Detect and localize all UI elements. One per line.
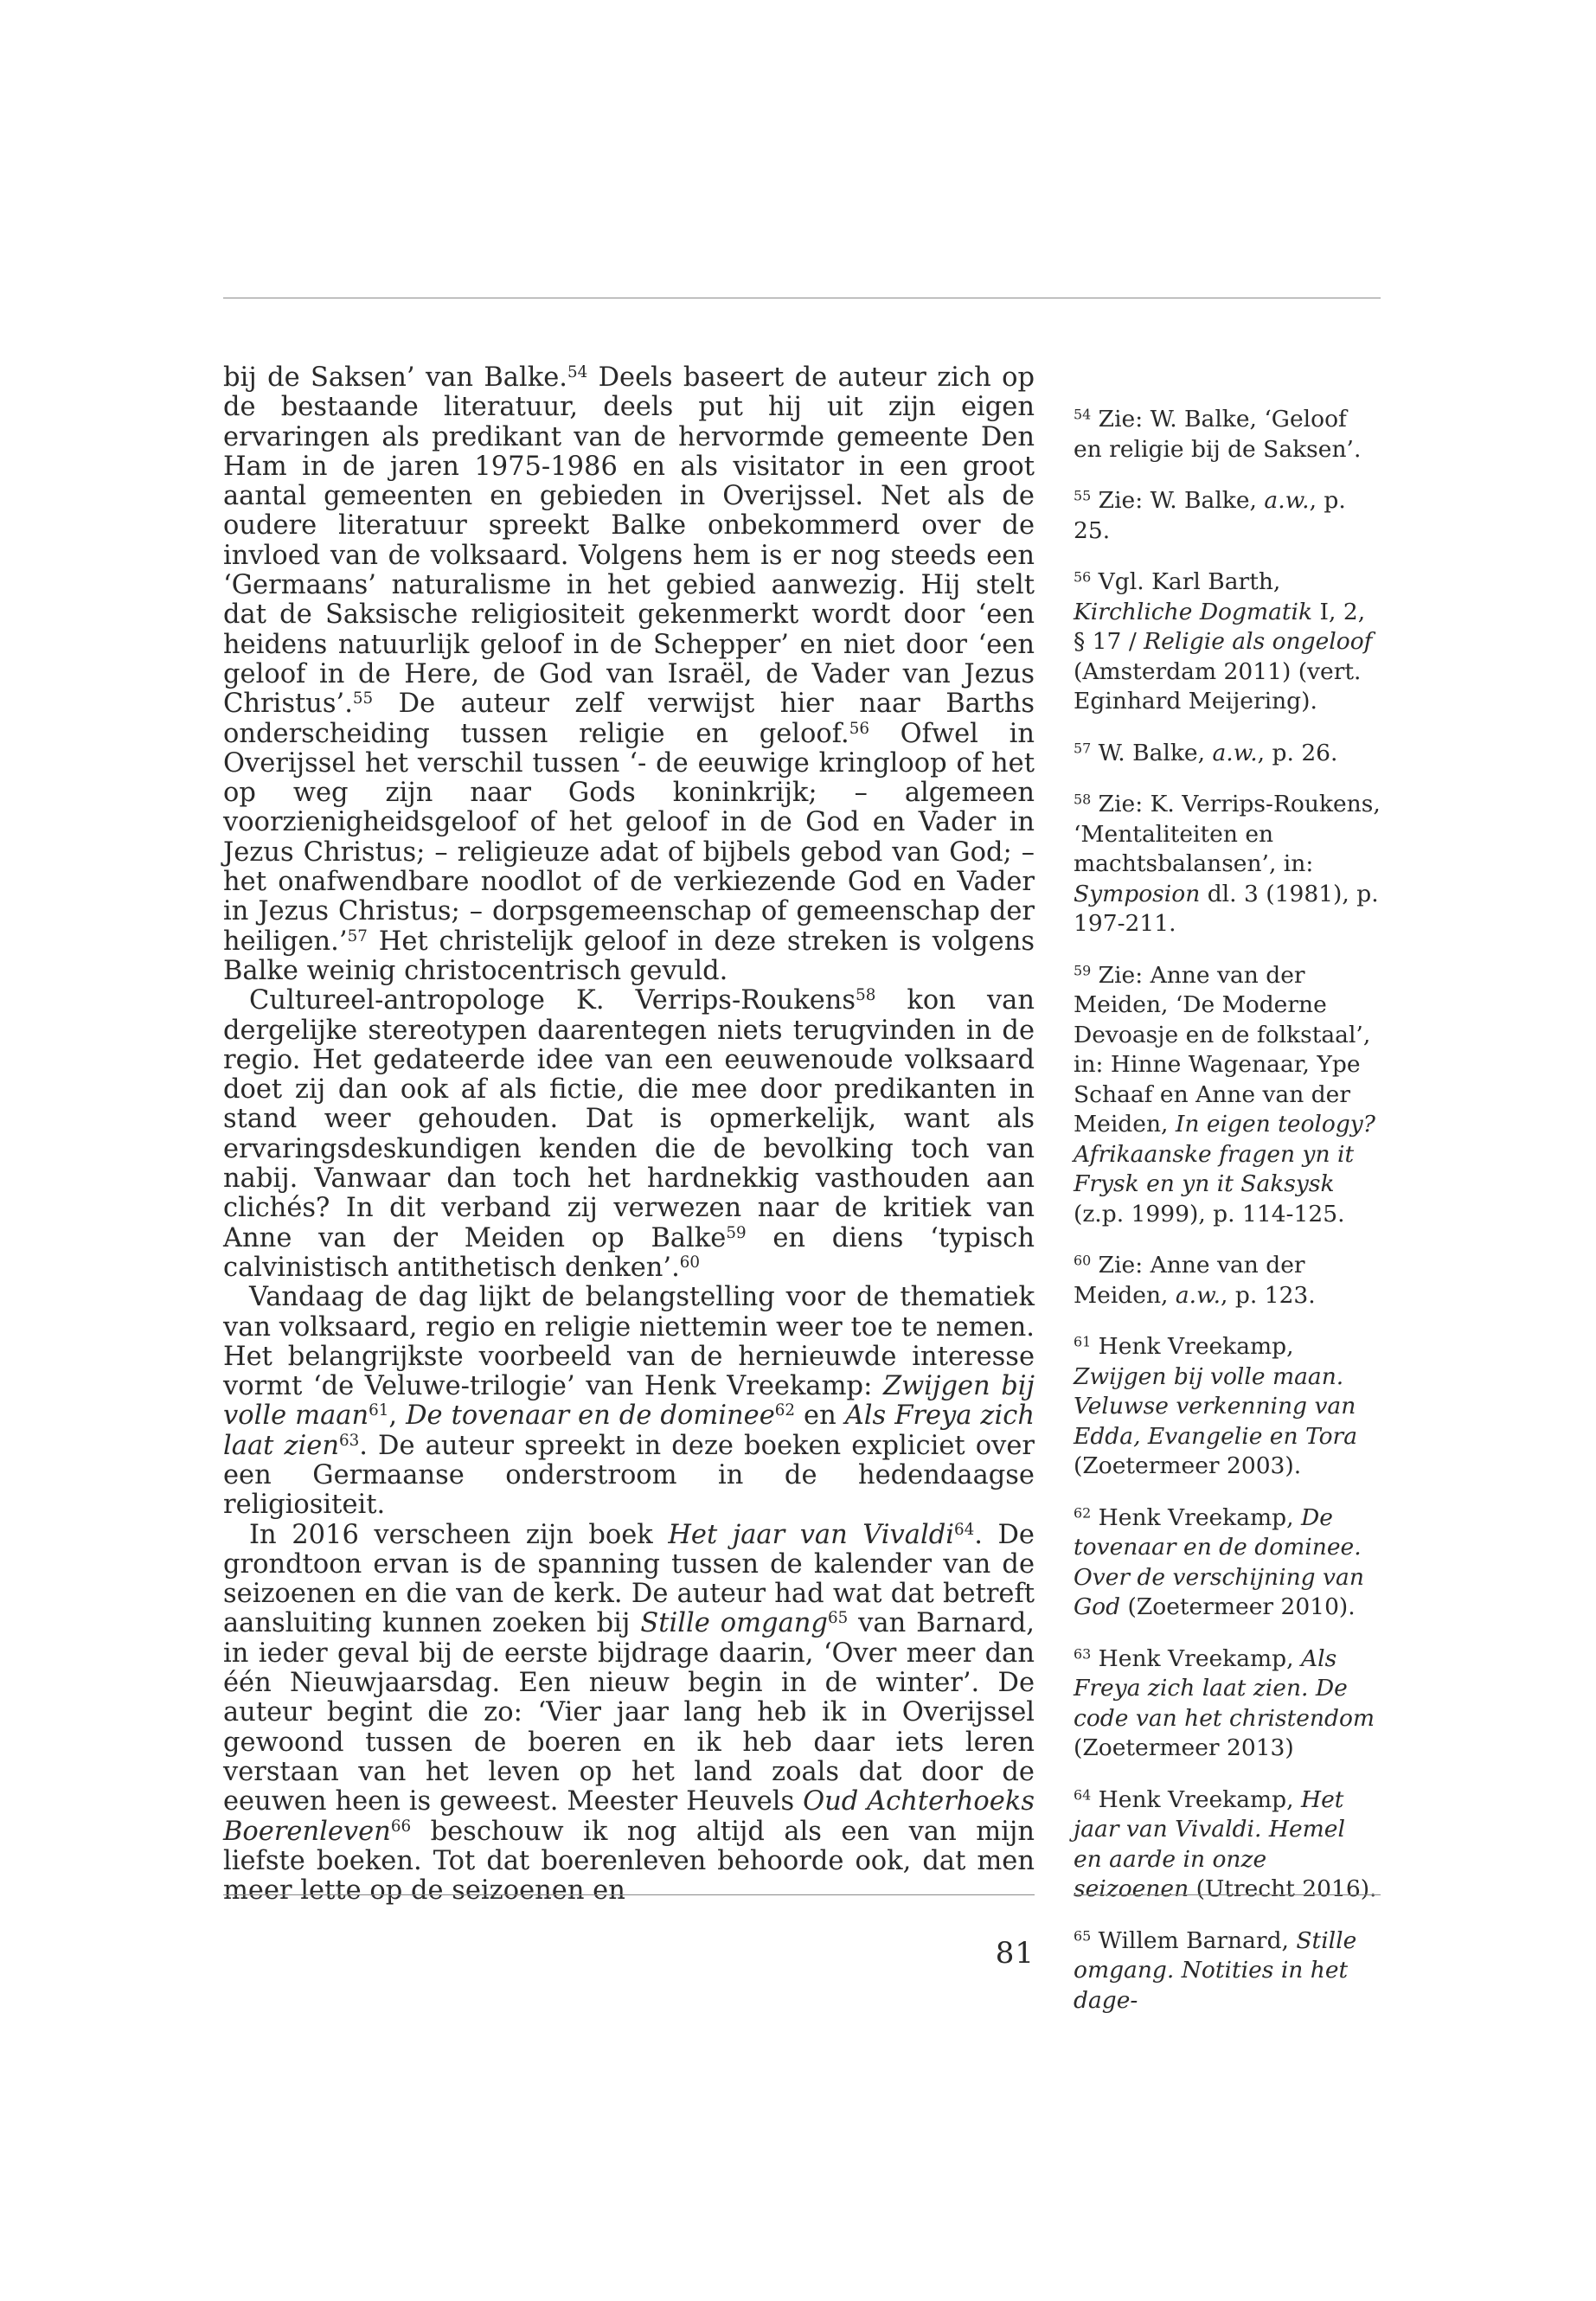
footnote-italic: Religie als ongeloof [1144, 628, 1373, 655]
notes-bottom-rule [1074, 1894, 1381, 1895]
main-text-column [223, 363, 1035, 1906]
paragraph-3 [223, 1283, 1035, 1520]
text-run: Vandaag de dag lijkt de belangstelling voor de thematiek van volksaard, regio en religie niettemin weer toe te nemen. Het belangrijkste voorbeeld van de hernieuwde interesse vormt ‘de Veluwe-trilogie’ van Henk Vreekamp: [223, 1282, 1035, 1402]
footnote-text: Zie: Anne van der Meiden, [1074, 1252, 1305, 1309]
book-title: De tovenaar en de dominee [406, 1400, 775, 1432]
page-number: 81 [995, 1936, 1035, 1971]
footnote-65 [1074, 1926, 1381, 2016]
footnote-ref-58[interactable]: 58 [856, 986, 876, 1005]
paragraph-4 [223, 1521, 1035, 1907]
footnote-ref-61[interactable]: 61 [369, 1401, 389, 1420]
footnote-text: (Utrecht 2016). [1189, 1875, 1377, 1902]
footnote-number: 54 [1074, 406, 1092, 423]
footnote-number: 63 [1074, 1644, 1092, 1662]
text-run: kon van dergelijke stereotypen daarentegen niets terugvinden in de regio. Het gedateerde idee van een eeuwenoude volksaard doet zij dan ook af als fictie, die mee door predikanten in stand weer gehouden. Dat is opmerkelijk, want als ervaringsdeskundigen kenden die de bevolking toch van nabij. Vanwaar dan toch het hardnekkig vasthouden aan clichés? In dit verband zij verwezen naar de kritiek van Anne van der Meiden op Balke [223, 985, 1035, 1253]
footnote-61 [1074, 1332, 1381, 1482]
footnote-ref-55[interactable]: 55 [352, 689, 374, 708]
footnote-ref-56[interactable]: 56 [849, 719, 869, 738]
text-run: Cultureel-antropologe K. Verrips-Roukens [249, 985, 856, 1016]
footnote-55 [1074, 486, 1381, 546]
footnote-text: Henk Vreekamp, [1098, 1785, 1301, 1813]
footnote-ref-62[interactable]: 62 [774, 1401, 796, 1420]
footnote-ref-54[interactable]: 54 [567, 362, 588, 381]
text-run: bij de Saksen’ van Balke. [223, 362, 567, 393]
footnote-number: 57 [1074, 739, 1092, 756]
footnote-text: W. Balke, [1098, 739, 1213, 766]
footnote-62 [1074, 1503, 1381, 1623]
text-run: . De auteur spreekt in deze boeken expliciet over een Germaanse onderstroom in de hedendaagse religiositeit. [223, 1430, 1035, 1521]
text-run: en diens ‘typisch calvinistisch antithetisch denken’. [223, 1222, 1035, 1283]
text-run: Deels baseert de auteur zich op de bestaande literatuur, deels put hij uit zijn eigen ervaringen als predikant van de hervormde gemeente Den Ham in de jaren 1975-1986 en als visitator in een groot aantal gemeenten en gebieden in Overijssel. Net als de oudere literatuur spreekt Balke onbekommerd over de invloed van de volksaard. Volgens hem is er nog steeds een ‘Germaans’ naturalisme in het gebied aanwezig. Hij stelt dat de Saksische religiositeit gekenmerkt wordt door ‘een heidens natuurlijk geloof in de Schepper’ en niet door ‘een geloof in de Here, de God van Israël, de Vader van Jezus Christus’. [223, 362, 1035, 720]
footnote-text: (Zoetermeer 2013) [1074, 1734, 1294, 1761]
footnote-text: (Zoetermeer 2003). [1074, 1452, 1302, 1479]
footnote-italic: Stille omgang. Notities in het dage- [1074, 1926, 1357, 2014]
footnote-text: , p. 25. [1074, 487, 1346, 544]
footnote-text: Willem Barnard, [1098, 1926, 1297, 1954]
text-run: Het christelijk geloof in deze streken is volgens Balke weinig christocentrisch gevuld. [223, 926, 1035, 986]
footnote-ref-66[interactable]: 66 [390, 1817, 412, 1836]
footnote-text: Zie: W. Balke, ‘Geloof en religie bij de Saksen’. [1074, 406, 1362, 463]
footnote-text: Zie: Anne van der Meiden, ‘De Moderne Devoasje en de folkstaal’, in: Hinne Wagenaar, Ype Schaaf en Anne van der Meiden, [1074, 961, 1371, 1138]
footnote-italic: a.w. [1175, 1281, 1221, 1309]
footnote-text: (Amsterdam 2011) (vert. Eginhard Meijering). [1074, 657, 1362, 715]
footnotes-column [1074, 405, 1381, 2037]
footnote-italic: Kirchliche Dogmatik [1074, 598, 1313, 625]
text-run: en [795, 1400, 845, 1432]
text-run: . De grondtoon ervan is de spanning tussen de kalender van de seizoenen en die van de kerk. De auteur had wat dat betreft aansluiting kunnen zoeken bij [223, 1519, 1035, 1639]
footnote-number: 64 [1074, 1785, 1092, 1803]
footnote-italic: In eigen teology? Afrikaanske fragen yn it Frysk en yn it Saksysk [1074, 1111, 1375, 1197]
book-title: Stille omgang [640, 1608, 828, 1639]
footnote-text: (z.p. 1999), p. 114-125. [1074, 1200, 1345, 1227]
footnote-text: , p. 123. [1221, 1281, 1316, 1309]
footnote-text: dl. 3 (1981), p. 197-211. [1074, 880, 1379, 937]
text-run: , [388, 1400, 407, 1432]
footnote-number: 65 [1074, 1926, 1092, 1944]
footnote-italic: a.w. [1212, 739, 1258, 766]
book-title: Het jaar van Vivaldi [668, 1519, 954, 1550]
footnote-italic: Zwijgen bij volle maan. Veluwse verkenning van Edda, Evangelie en Tora [1074, 1362, 1358, 1450]
footnote-56 [1074, 567, 1381, 717]
book-title: Oud Achterhoeks Boerenleven [223, 1786, 1035, 1847]
text-run: van Barnard, in ieder geval bij de eerste bijdrage daarin, ‘Over meer dan één Nieuwjaarsdag. Een nieuw begin in de winter’. De auteur begint die zo: ‘Vier jaar lang heb ik in Overijssel gewoond tussen de boeren en ik heb daar iets leren verstaan van het leven op het land zoals dat door de eeuwen heen is geweest. Meester Heuvels [223, 1608, 1035, 1817]
footnote-ref-60[interactable]: 60 [679, 1253, 701, 1272]
main-bottom-rule [223, 1894, 1035, 1895]
footnote-number: 62 [1074, 1503, 1092, 1521]
footnote-italic: Het jaar van Vivaldi. Hemel en aarde in onze seizoenen [1074, 1785, 1345, 1902]
footnote-italic: a.w. [1264, 487, 1310, 514]
footnote-number: 59 [1074, 961, 1092, 978]
footnote-italic: De tovenaar en de dominee. Over de verschijning van God [1074, 1503, 1364, 1620]
footnote-italic: Symposion [1074, 880, 1201, 907]
book-title: Als Freya zich laat zien [223, 1400, 1035, 1461]
footnote-ref-59[interactable]: 59 [726, 1223, 747, 1242]
footnote-number: 55 [1074, 487, 1092, 504]
footnote-57 [1074, 739, 1381, 769]
footnote-italic: Als Freya zich laat zien. De code van het christendom [1074, 1644, 1375, 1732]
footnote-text: Zie: W. Balke, [1098, 487, 1265, 514]
footnote-text: Henk Vreekamp, [1098, 1333, 1294, 1360]
footnote-text: Henk Vreekamp, [1098, 1644, 1301, 1672]
footnote-text: (Zoetermeer 2010). [1120, 1593, 1356, 1620]
text-run: Ofwel in Overijssel het verschil tussen ‘- de eeuwige kringloop of het op weg zijn naar Gods koninkrijk; – algemeen voorzienigheidsgeloof of het geloof in de God en Vader in Jezus Christus; – religieuze adat of bijbels gebod van God; – het onafwendbare noodlot of de verkiezende God en Vader in Jezus Christus; – dorpsgemeenschap of gemeenschap der heiligen.’ [223, 718, 1035, 957]
text-run: beschouw ik nog altijd als een van mijn liefste boeken. Tot dat boerenleven behoorde ook, dat men meer lette op de seizoenen en [223, 1816, 1035, 1907]
footnote-ref-57[interactable]: 57 [347, 926, 368, 945]
footnote-54 [1074, 405, 1381, 465]
paragraph-1 [223, 363, 1035, 986]
footnote-number: 60 [1074, 1252, 1092, 1269]
footnote-ref-64[interactable]: 64 [953, 1520, 975, 1539]
footnote-58 [1074, 790, 1381, 939]
footnote-text: Henk Vreekamp, [1098, 1503, 1301, 1531]
text-run: De auteur zelf verwijst hier naar Barths onderscheiding tussen religie en geloof. [223, 689, 1035, 749]
footnote-ref-63[interactable]: 63 [339, 1431, 360, 1450]
footnote-60 [1074, 1251, 1381, 1311]
book-title: Zwijgen bij volle maan [223, 1371, 1035, 1432]
footnote-number: 61 [1074, 1333, 1092, 1350]
footnote-text: , p. 26. [1257, 739, 1338, 766]
footnote-number: 58 [1074, 791, 1092, 808]
footnote-63 [1074, 1644, 1381, 1764]
footnote-number: 56 [1074, 568, 1092, 586]
footnote-text: Vgl. Karl Barth, [1098, 568, 1281, 595]
footnote-59 [1074, 961, 1381, 1230]
paragraph-2 [223, 986, 1035, 1283]
footnote-ref-65[interactable]: 65 [827, 1609, 849, 1628]
footnote-text: Zie: K. Verrips-Roukens, ‘Mentaliteiten en machtsbalansen’, in: [1074, 791, 1381, 877]
footnote-text: I, 2, § 17 / [1074, 598, 1366, 655]
footnote-64 [1074, 1785, 1381, 1905]
text-run: In 2016 verscheen zijn boek [249, 1519, 669, 1550]
